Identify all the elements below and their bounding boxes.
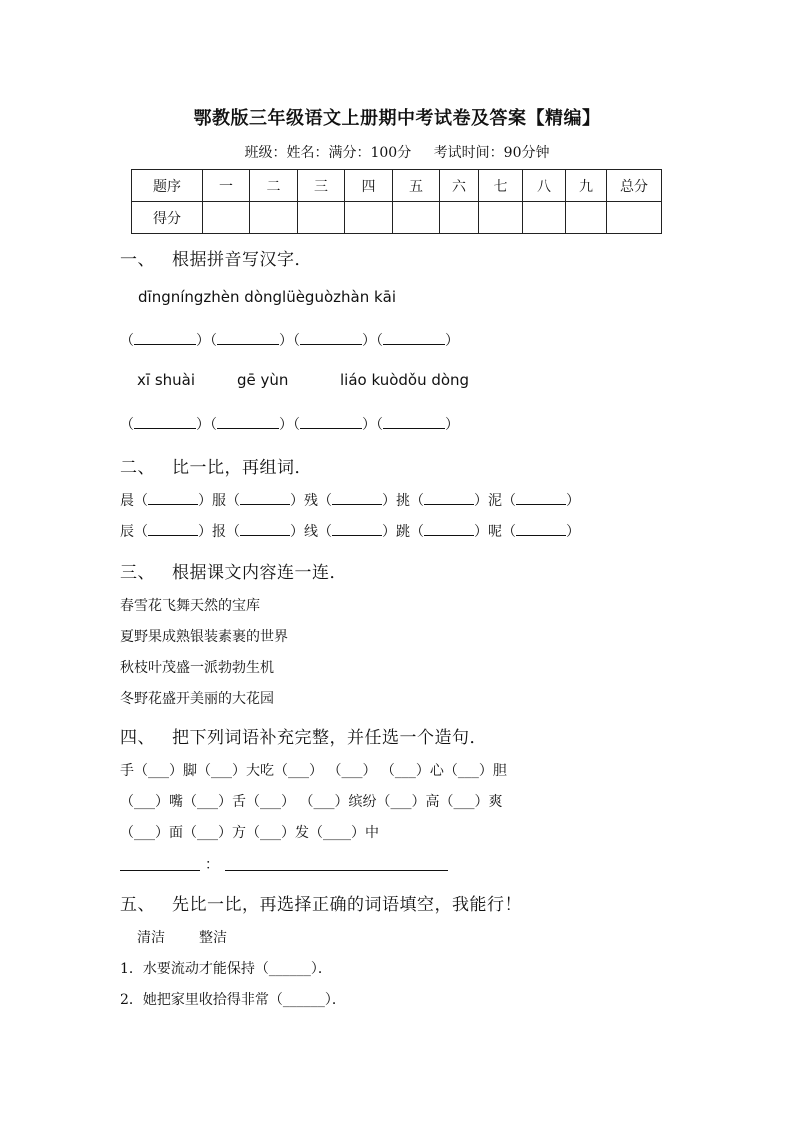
word-blank[interactable]	[240, 521, 290, 536]
compare-char: 报	[212, 524, 226, 540]
compare-char: 泥	[488, 493, 502, 509]
pinyin-word: xī shuài	[137, 371, 196, 389]
idiom-choice-line[interactable]	[120, 869, 200, 871]
score-header-cell: 总分	[607, 170, 662, 202]
section-number: 三、	[120, 563, 155, 583]
page-title: 鄂教版三年级语文上册期中考试卷及答案【精编】	[193, 108, 601, 129]
answer-blanks-row-1[interactable]: （ ）（ ）（ ）（ ）	[120, 330, 459, 350]
section-3-heading	[120, 558, 347, 583]
word-blank[interactable]	[240, 490, 290, 505]
pinyin-word: gē yùn	[237, 371, 289, 389]
section-5-heading	[120, 890, 522, 915]
word-blank[interactable]	[148, 490, 198, 505]
word-blank[interactable]	[516, 490, 566, 505]
score-table-score-row	[132, 202, 662, 234]
score-header-cell: 题序	[132, 170, 203, 202]
score-input-cell[interactable]	[203, 202, 250, 234]
compare-char: 残	[304, 493, 318, 509]
word-blank[interactable]	[148, 521, 198, 536]
score-input-cell[interactable]	[298, 202, 345, 234]
pinyin-word: liáo kuòdǒu dòng	[340, 371, 470, 389]
section-4-heading	[120, 723, 487, 748]
section-title: 把下列词语补充完整，并任选一个造句．	[172, 728, 487, 748]
score-header-cell: 八	[523, 170, 566, 202]
sentence-line[interactable]	[225, 869, 448, 871]
score-header-cell: 一	[203, 170, 250, 202]
sentence-colon: ：	[205, 857, 219, 873]
idiom-line-2[interactable]: （___）嘴（___）舌（___） （___）缤纷（___）高（___）爽	[120, 794, 503, 810]
idiom-line-1[interactable]: 手（___）脚（___）大吃（___） （___） （___）心（___）胆	[120, 763, 507, 779]
class-name-score-label: 班级：姓名：满分：100分	[244, 145, 412, 161]
pinyin-row-1: dīngníngzhèn dònglüèguòzhàn kāi	[138, 288, 397, 306]
section-number: 二、	[120, 458, 155, 478]
fill-question-1[interactable]: 1．水要流动才能保持（______）．	[120, 961, 332, 977]
score-input-cell[interactable]	[479, 202, 523, 234]
score-input-cell[interactable]	[345, 202, 393, 234]
section-title: 根据拼音写汉字．	[172, 250, 312, 270]
score-header-cell: 九	[566, 170, 607, 202]
connect-line: 秋枝叶茂盛一派勃勃生机	[120, 660, 274, 676]
section-title: 比一比，再组词．	[172, 458, 312, 478]
section-title: 根据课文内容连一连．	[172, 563, 347, 583]
choice-option: 清洁	[137, 930, 165, 946]
compare-char: 挑	[396, 493, 410, 509]
score-table-header-row	[132, 170, 662, 202]
compare-row-2: 辰（ ）报（ ）线（ ）跳（ ）呢（ ）	[120, 521, 580, 541]
score-row-label: 得分	[132, 202, 203, 234]
score-header-cell: 二	[250, 170, 298, 202]
fill-question-2[interactable]: 2．她把家里收拾得非常（______）．	[120, 992, 346, 1008]
compare-char: 辰	[120, 524, 134, 540]
connect-line: 春雪花飞舞天然的宝库	[120, 598, 260, 614]
compare-row-1: 晨（ ）服（ ）残（ ）挑（ ）泥（ ）	[120, 490, 580, 510]
section-number: 五、	[120, 895, 155, 915]
compare-char: 线	[304, 524, 318, 540]
score-input-cell[interactable]	[440, 202, 479, 234]
answer-blanks-row-2[interactable]: （ ）（ ）（ ）（ ）	[120, 414, 459, 434]
word-blank[interactable]	[516, 521, 566, 536]
compare-char: 晨	[120, 493, 134, 509]
section-number: 一、	[120, 250, 155, 270]
exam-info	[0, 142, 794, 162]
score-input-cell[interactable]	[607, 202, 662, 234]
choice-option: 整洁	[199, 930, 227, 946]
section-title: 先比一比，再选择正确的词语填空，我能行！	[172, 895, 522, 915]
word-blank[interactable]	[424, 521, 474, 536]
connect-line: 夏野果成熟银装素裹的世界	[120, 629, 288, 645]
compare-char: 服	[212, 493, 226, 509]
score-header-cell: 四	[345, 170, 393, 202]
score-header-cell: 六	[440, 170, 479, 202]
score-table	[131, 169, 662, 234]
score-input-cell[interactable]	[566, 202, 607, 234]
section-1-heading	[120, 245, 312, 270]
section-number: 四、	[120, 728, 155, 748]
score-input-cell[interactable]	[393, 202, 440, 234]
score-header-cell: 七	[479, 170, 523, 202]
score-header-cell: 三	[298, 170, 345, 202]
compare-char: 呢	[488, 524, 502, 540]
word-blank[interactable]	[332, 521, 382, 536]
compare-char: 跳	[396, 524, 410, 540]
exam-time-label: 考试时间：90分钟	[433, 145, 550, 161]
connect-line: 冬野花盛开美丽的大花园	[120, 691, 274, 707]
score-header-cell: 五	[393, 170, 440, 202]
idiom-line-3[interactable]: （___）面（___）方（___）发（____）中	[120, 825, 379, 841]
score-input-cell[interactable]	[250, 202, 298, 234]
score-input-cell[interactable]	[523, 202, 566, 234]
word-blank[interactable]	[424, 490, 474, 505]
word-blank[interactable]	[332, 490, 382, 505]
section-2-heading	[120, 453, 312, 478]
